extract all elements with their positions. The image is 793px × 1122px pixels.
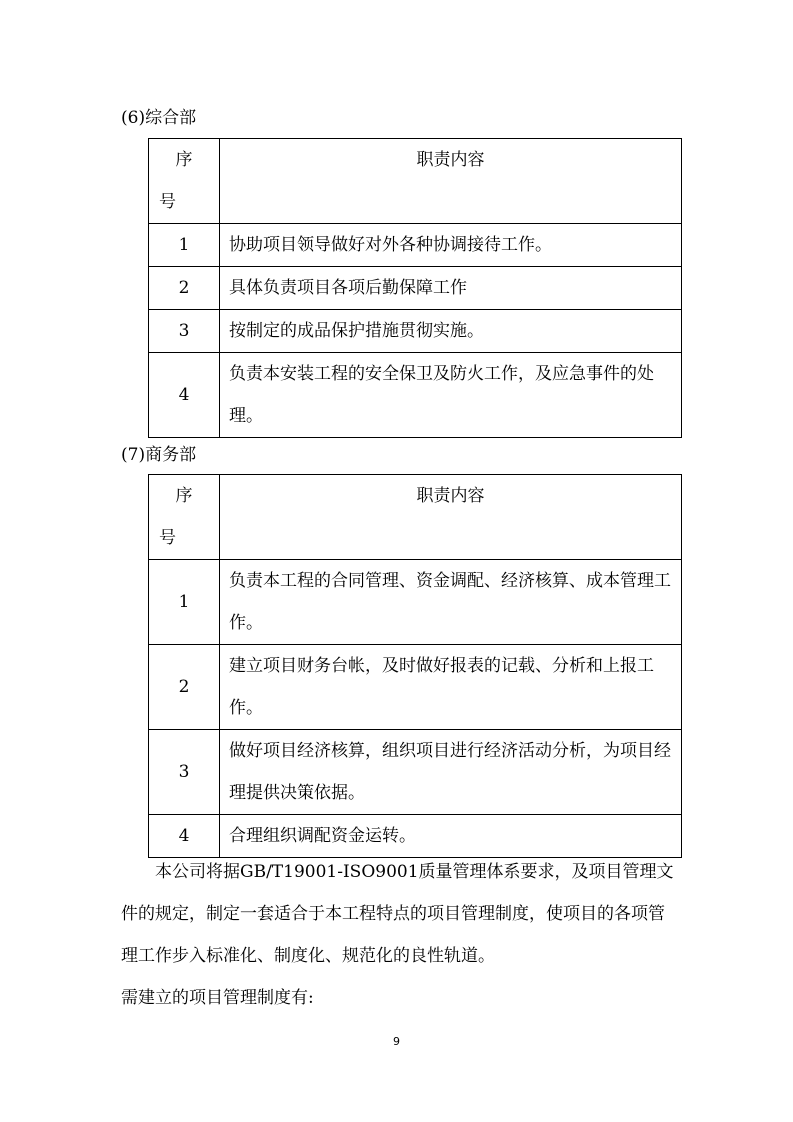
section-7-heading: (7)商务部: [121, 445, 197, 465]
row-number: 1: [149, 224, 220, 267]
table-header-row: [149, 475, 682, 560]
row-text: 负责本安装工程的安全保卫及防火工作，及应急事件的处理。: [220, 353, 682, 438]
header-seq-char-1: 序: [175, 150, 193, 170]
body-paragraph-1-text: 本公司将据GB/T19001-ISO9001质量管理体系要求，及项目管理文件的规定，制定一套适合于本工程特点的项目管理制度，使项目的各项管理工作步入标准化、制度化、规范化的良性轨道。: [121, 862, 674, 966]
header-seq-cell: [149, 139, 220, 224]
row-text: 协助项目领导做好对外各种协调接待工作。: [220, 224, 682, 267]
row-number: 4: [149, 815, 220, 858]
table-row: [149, 353, 682, 438]
table-header-row: [149, 139, 682, 224]
body-paragraph-2: 需建立的项目管理制度有:: [121, 988, 314, 1008]
header-seq-char-2: 号: [159, 528, 176, 548]
table-row: [149, 267, 682, 310]
header-seq-cell: [149, 475, 220, 560]
row-text: 做好项目经济核算，组织项目进行经济活动分析，为项目经理提供决策依据。: [220, 730, 682, 815]
section-6-heading: (6)综合部: [121, 108, 197, 128]
row-number: 3: [149, 730, 220, 815]
row-text: 具体负责项目各项后勤保障工作: [220, 267, 682, 310]
page-number: 9: [393, 1035, 400, 1048]
row-number: 1: [149, 560, 220, 645]
row-number: 3: [149, 310, 220, 353]
section-7-table: [148, 474, 682, 858]
row-number: 4: [149, 353, 220, 438]
row-number: 2: [149, 645, 220, 730]
header-seq-char-2: 号: [159, 192, 176, 212]
row-text: 建立项目财务台帐，及时做好报表的记载、分析和上报工作。: [220, 645, 682, 730]
body-paragraph-1: [121, 851, 677, 977]
row-text: 合理组织调配资金运转。: [220, 815, 682, 858]
table-row: [149, 310, 682, 353]
table-row: [149, 224, 682, 267]
header-duty-cell: 职责内容: [220, 475, 682, 560]
row-text: 负责本工程的合同管理、资金调配、经济核算、成本管理工作。: [220, 560, 682, 645]
row-number: 2: [149, 267, 220, 310]
header-seq-char-1: 序: [175, 486, 193, 506]
header-duty-cell: 职责内容: [220, 139, 682, 224]
row-text: 按制定的成品保护措施贯彻实施。: [220, 310, 682, 353]
table-row: [149, 645, 682, 730]
table-row: [149, 560, 682, 645]
section-6-table: [148, 138, 682, 438]
table-row: [149, 730, 682, 815]
